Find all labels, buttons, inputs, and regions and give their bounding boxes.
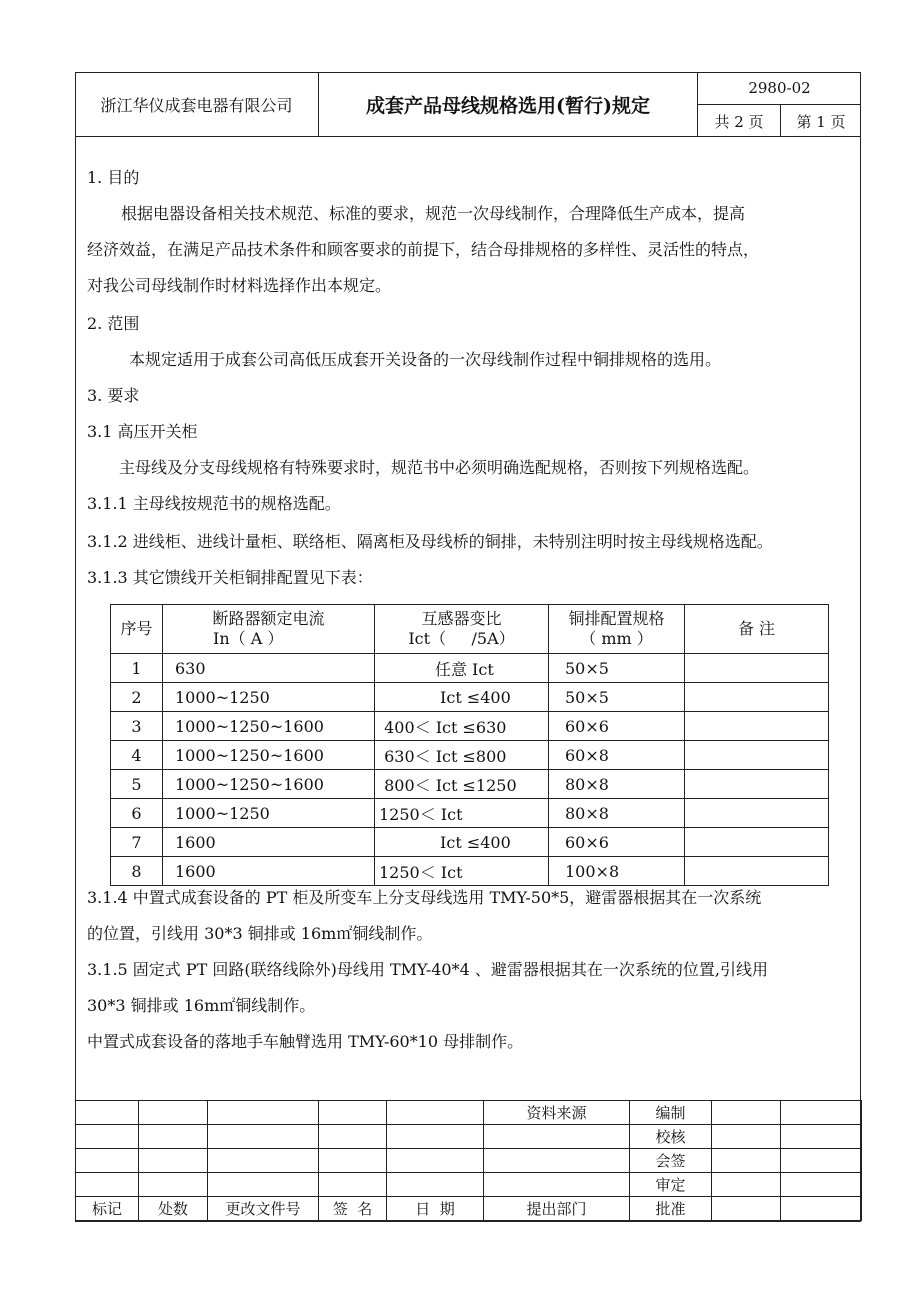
section-1-text: 经济效益，在满足产品技术条件和顾客要求的前提下，结合母排规格的多样性、灵活性的特点，: [87, 240, 760, 259]
cell-ct-ratio: 400＜ Ict ≤630: [375, 712, 549, 741]
cell-breaker-current: 1600: [163, 828, 375, 857]
source-label: 资料来源: [484, 1101, 630, 1125]
cell-remark: [685, 712, 829, 741]
col-header-line: Ict（ /5A）: [408, 629, 515, 648]
role-countersign: 会签: [630, 1149, 712, 1173]
col-header-line: In（ A ）: [213, 629, 284, 648]
cell-no: 1: [111, 654, 163, 683]
sign-cell: [139, 1101, 208, 1125]
sign-cell: [781, 1101, 862, 1125]
cell-breaker-current: 1600: [163, 857, 375, 886]
cell-remark: [685, 654, 829, 683]
table-header-row: [111, 605, 829, 654]
section-3-1-text: 主母线及分支母线规格有特殊要求时，规范书中必须明确选配规格，否则按下列规格选配。: [119, 458, 760, 477]
section-1-text: 根据电器设备相关技术规范、标准的要求，规范一次母线制作，合理降低生产成本，提高: [121, 204, 746, 223]
sign-cell: [712, 1197, 781, 1221]
footer-date: 日 期: [387, 1197, 484, 1221]
footer-count: 处数: [139, 1197, 208, 1221]
section-2-text: 本规定适用于成套公司高低压成套开关设备的一次母线制作过程中铜排规格的选用。: [129, 350, 722, 369]
cell-busbar-spec: 50×5: [549, 654, 685, 683]
sign-cell: [781, 1149, 862, 1173]
table-row: [111, 683, 829, 712]
role-edit: 编制: [630, 1101, 712, 1125]
cell-remark: [685, 741, 829, 770]
busbar-spec-table: [110, 604, 829, 886]
sign-footer-row: [76, 1197, 862, 1221]
sign-cell: [712, 1173, 781, 1197]
document-header: [75, 72, 861, 137]
sign-cell: [484, 1149, 630, 1173]
footer-change-doc: 更改文件号: [208, 1197, 319, 1221]
cell-busbar-spec: 80×8: [549, 799, 685, 828]
sign-cell: [319, 1149, 387, 1173]
cell-ct-ratio: Ict ≤400: [375, 828, 549, 857]
section-3-1-4: 3.1.4 中置式成套设备的 PT 柜及所变车上分支母线选用 TMY-50*5，避雷器根据其在一次系统: [87, 888, 762, 907]
cell-breaker-current: 630: [163, 654, 375, 683]
sign-cell: [319, 1173, 387, 1197]
cell-no: 4: [111, 741, 163, 770]
sign-cell: [781, 1173, 862, 1197]
sign-cell: [712, 1101, 781, 1125]
cell-no: 8: [111, 857, 163, 886]
sign-row: [76, 1149, 862, 1173]
cell-busbar-spec: 80×8: [549, 770, 685, 799]
sign-cell: [139, 1149, 208, 1173]
cell-remark: [685, 828, 829, 857]
cell-busbar-spec: 50×5: [549, 683, 685, 712]
section-3-1-2: 3.1.2 进线柜、进线计量柜、联络柜、隔离柜及母线桥的铜排，未特别注明时按主母线规格选配。: [87, 532, 773, 551]
section-1-heading: 1. 目的: [87, 168, 140, 187]
col-header-no: 序号: [111, 605, 163, 654]
cell-no: 2: [111, 683, 163, 712]
table-row: [111, 828, 829, 857]
document-title: 成套产品母线规格选用(暂行)规定: [366, 95, 650, 117]
section-3-1-3: 3.1.3 其它馈线开关柜铜排配置见下表：: [87, 568, 373, 587]
cell-breaker-current: 1000~1250: [163, 799, 375, 828]
cell-breaker-current: 1000~1250: [163, 683, 375, 712]
cell-remark: [685, 799, 829, 828]
sign-cell: [139, 1173, 208, 1197]
cell-ct-ratio: 1250＜ Ict: [375, 857, 549, 886]
section-3-heading: 3. 要求: [87, 386, 140, 405]
cell-ct-ratio: Ict ≤400: [375, 683, 549, 712]
sign-cell: [139, 1125, 208, 1149]
cell-no: 3: [111, 712, 163, 741]
sign-cell: [208, 1125, 319, 1149]
sign-cell: [319, 1101, 387, 1125]
cell-ct-ratio: 630＜ Ict ≤800: [375, 741, 549, 770]
section-3-1-heading: 3.1 高压开关柜: [87, 422, 198, 441]
section-1-text: 对我公司母线制作时材料选择作出本规定。: [87, 276, 392, 295]
company-name: 浙江华仪成套电器有限公司: [100, 96, 293, 115]
cell-no: 6: [111, 799, 163, 828]
sign-cell: [387, 1125, 484, 1149]
sign-cell: [208, 1149, 319, 1173]
cell-busbar-spec: 60×8: [549, 741, 685, 770]
col-header-line: 互感器变比: [421, 609, 502, 628]
final-note: 中置式成套设备的落地手车触臂选用 TMY-60*10 母排制作。: [87, 1032, 524, 1051]
page-number: 第 1 页: [796, 112, 846, 131]
section-2-heading: 2. 范围: [87, 314, 140, 333]
cell-breaker-current: 1000~1250~1600: [163, 712, 375, 741]
table-row: [111, 654, 829, 683]
sign-cell: [76, 1101, 139, 1125]
cell-breaker-current: 1000~1250~1600: [163, 770, 375, 799]
cell-ct-ratio: 任意 Ict: [375, 654, 549, 683]
table-row: [111, 712, 829, 741]
sign-cell: [484, 1125, 630, 1149]
role-check: 校核: [630, 1125, 712, 1149]
revision-sign-table: [75, 1100, 862, 1221]
cell-ct-ratio: 800＜ Ict ≤1250: [375, 770, 549, 799]
col-header-busbar-spec: [549, 605, 685, 654]
cell-no: 7: [111, 828, 163, 857]
col-header-ct-ratio: [375, 605, 549, 654]
sign-cell: [781, 1197, 862, 1221]
sign-cell: [781, 1125, 862, 1149]
sign-row: [76, 1101, 862, 1125]
col-header-remark: 备 注: [685, 605, 829, 654]
sign-cell: [712, 1125, 781, 1149]
sign-row: [76, 1125, 862, 1149]
footer-mark: 标记: [76, 1197, 139, 1221]
cell-remark: [685, 770, 829, 799]
footer-signature: 签 名: [319, 1197, 387, 1221]
footer-dept: 提出部门: [484, 1197, 630, 1221]
sign-row: [76, 1173, 862, 1197]
sign-cell: [319, 1125, 387, 1149]
sign-cell: [76, 1173, 139, 1197]
section-3-1-5: 3.1.5 固定式 PT 回路(联络线除外)母线用 TMY-40*4 、避雷器根据其在一次系统的位置,引线用: [87, 960, 768, 979]
role-approve: 批准: [630, 1197, 712, 1221]
section-3-1-1: 3.1.1 主母线按规范书的规格选配。: [87, 494, 341, 513]
cell-busbar-spec: 60×6: [549, 712, 685, 741]
cell-busbar-spec: 60×6: [549, 828, 685, 857]
col-header-line: 铜排配置规格: [568, 609, 665, 628]
cell-remark: [685, 683, 829, 712]
section-3-1-5-cont: 30*3 铜排或 16m㎡铜线制作。: [87, 996, 316, 1015]
sign-cell: [208, 1101, 319, 1125]
col-header-breaker-current: [163, 605, 375, 654]
sign-cell: [387, 1101, 484, 1125]
sign-cell: [76, 1125, 139, 1149]
table-row: [111, 799, 829, 828]
cell-ct-ratio: 1250＜ Ict: [375, 799, 549, 828]
role-review: 审定: [630, 1173, 712, 1197]
section-3-1-4-cont: 的位置，引线用 30*3 铜排或 16m㎡铜线制作。: [87, 924, 433, 943]
cell-breaker-current: 1000~1250~1600: [163, 741, 375, 770]
sign-cell: [208, 1173, 319, 1197]
sign-cell: [387, 1173, 484, 1197]
sign-cell: [484, 1173, 630, 1197]
total-pages: 共 2 页: [714, 112, 764, 131]
sign-cell: [76, 1149, 139, 1173]
document-code: 2980-02: [748, 79, 811, 97]
col-header-line: （ mm ）: [580, 629, 653, 648]
table-row: [111, 770, 829, 799]
col-header-line: 断路器额定电流: [212, 609, 325, 628]
sign-cell: [712, 1149, 781, 1173]
cell-busbar-spec: 100×8: [549, 857, 685, 886]
cell-no: 5: [111, 770, 163, 799]
table-row: [111, 741, 829, 770]
sign-cell: [387, 1149, 484, 1173]
